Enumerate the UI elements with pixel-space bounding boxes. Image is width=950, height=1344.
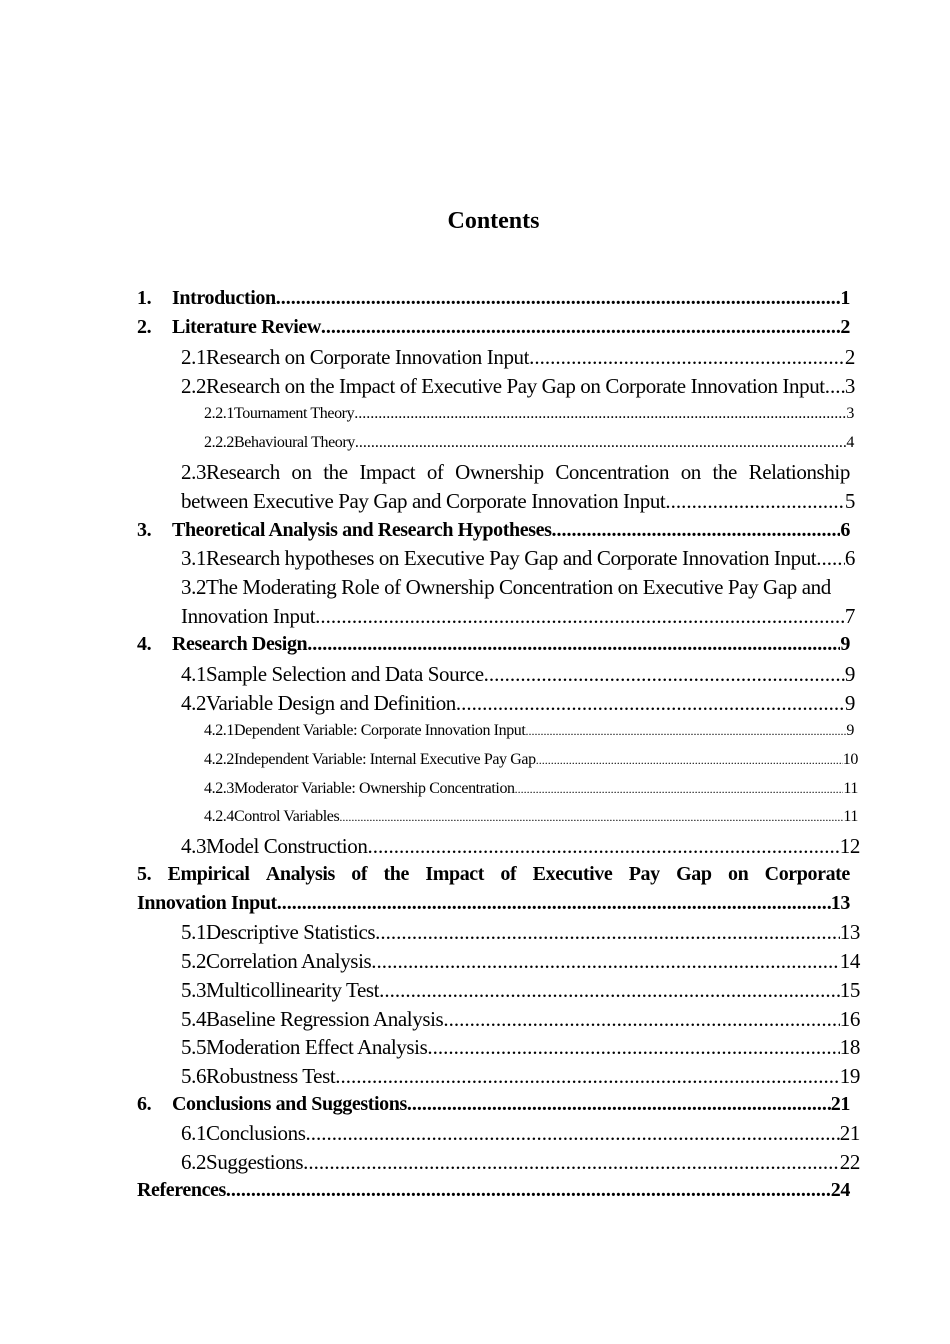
toc-entry-subsection[interactable] [204,780,858,798]
toc-entry-label: 2.2.1Tournament Theory [204,405,355,422]
toc-entry-subsection[interactable] [204,405,854,423]
dot-leader [321,316,841,339]
toc-entry-label: Innovation Input [137,892,277,914]
toc-entry-section[interactable] [181,834,860,859]
dot-leader [407,1093,831,1116]
toc-entry-chapter-4[interactable]: 4. Research Design ..... 9 [137,633,850,656]
dot-leader [303,1150,840,1175]
dot-leader [536,753,843,768]
toc-entry-label: Literature Review [172,316,321,338]
toc-entry-chapter-3[interactable]: 3. Theoretical Analysis and Research Hypotheses ..... 6 [137,519,850,542]
toc-page-number: 6 [844,546,855,570]
dot-leader [315,604,845,629]
toc-page-number: 22 [839,1150,860,1174]
toc-entry-label: 2.1Research on Corporate Innovation Input [181,345,530,369]
toc-entry-chapter-5-line1[interactable]: 5. Empirical Analysis of the Impact of Executive Pay Gap on Corporate [137,863,850,885]
toc-entry-section[interactable] [181,604,855,629]
toc-page-number: 15 [839,978,860,1002]
toc-page-number: 4 [846,434,854,451]
toc-entry-label: 4.2.4Control Variables [204,808,340,825]
dot-leader [354,405,846,423]
toc-entry-label: 6.1Conclusions [181,1121,306,1145]
toc-entry-label: Introduction [172,287,276,309]
toc-entry-chapter-2[interactable]: 2. Literature Review ..... 2 [137,316,850,339]
dot-leader [529,345,845,370]
toc-page-number: 11 [843,780,858,797]
dot-leader [427,1035,839,1060]
dot-leader [355,434,846,452]
page-title: Contents [447,208,540,234]
toc-entry-section[interactable] [181,1150,860,1175]
toc-page-number: 9 [844,691,855,715]
toc-entry-chapter-1[interactable]: 1. Introduction ..... 1 [137,287,850,310]
toc-page-number: 3 [846,405,854,422]
toc-entry-section[interactable] [181,662,855,687]
dot-leader [277,892,831,915]
dot-leader [443,1007,839,1032]
toc-entry-label: 4.3Model Construction [181,834,368,858]
toc-page-number: 3 [844,374,855,398]
toc-page-number: 12 [839,834,860,858]
toc-page-number: 10 [842,751,858,768]
toc-entry-label: 3.1Research hypotheses on Executive Pay Gap and Corporate Innovation Input [181,546,817,570]
toc-entry-label: 4.1Sample Selection and Data Source [181,662,484,686]
toc-entry-section[interactable] [181,920,860,945]
toc-entry-section[interactable] [181,1007,860,1032]
toc-entry-label: 6.2Suggestions [181,1150,304,1174]
toc-page-number: 21 [830,1093,850,1115]
toc-entry-section[interactable] [181,489,855,514]
toc-page-number: 2 [840,316,850,338]
toc-entry-label: 4.2.1Dependent Variable: Corporate Innovation Input [204,722,526,739]
toc-entry-subsection[interactable] [204,808,858,826]
dot-leader [456,691,845,716]
toc-entry-label: 5.3Multicollinearity Test [181,978,380,1002]
dot-leader [307,633,840,656]
toc-entry-label: 5.4Baseline Regression Analysis [181,1007,444,1031]
dot-leader [515,782,844,797]
toc-page-number: 21 [839,1121,860,1145]
dot-leader [665,489,845,514]
toc-entry-label: 2.2.2Behavioural Theory [204,434,355,451]
toc-entry-label: Innovation Input [181,604,316,628]
toc-page-number: 13 [839,920,860,944]
toc-entry-label: References [137,1179,226,1201]
toc-entry-section[interactable] [181,345,855,370]
toc-entry-subsection[interactable] [204,751,858,769]
toc-entry-section[interactable] [181,1035,860,1060]
toc-entry-section[interactable] [181,949,860,974]
toc-page-number: 24 [830,1179,850,1201]
toc-entry-label: Research Design [172,633,308,655]
toc-entry-section[interactable] [181,978,860,1003]
dot-leader [339,810,843,825]
toc-entry-label: 5.5Moderation Effect Analysis [181,1035,428,1059]
toc-page-number: 5 [844,489,855,513]
toc-entry-subsection[interactable] [204,722,854,740]
toc-page-number: 9 [840,633,850,655]
toc-entry-chapter-5[interactable] [137,892,850,915]
dot-leader [371,949,840,974]
toc-entry-label: 4.2.2Independent Variable: Internal Executive Pay Gap [204,751,536,768]
toc-entry-section[interactable] [181,546,855,571]
toc-entry-label: Conclusions and Suggestions [172,1093,407,1115]
toc-entry-label: Theoretical Analysis and Research Hypotheses [172,519,552,541]
toc-entry-subsection[interactable] [204,434,854,452]
dot-leader [816,546,845,571]
toc-page-number: 7 [844,604,855,628]
toc-entry-section[interactable] [181,691,855,716]
dot-leader [525,724,846,739]
toc-entry-label: 4.2.3Moderator Variable: Ownership Concentration [204,780,515,797]
dot-leader [276,287,841,310]
toc-page-number: 16 [839,1007,860,1031]
dot-leader [367,834,839,859]
dot-leader [551,519,840,542]
toc-entry-label: 5.6Robustness Test [181,1064,336,1088]
toc-page-number: 6 [840,519,850,541]
dot-leader [375,920,840,945]
toc-page-number: 9 [846,722,854,739]
dot-leader [825,374,845,399]
toc-entry-label: 4.2Variable Design and Definition [181,691,456,715]
toc-page-number: 14 [839,949,860,973]
toc-entry-section[interactable] [181,1121,860,1146]
toc-entry-section-line1[interactable]: 3.2The Moderating Role of Ownership Concentration on Executive Pay Gap and [181,575,831,599]
toc-page-number: 13 [830,892,850,914]
toc-entry-label: 2.2Research on the Impact of Executive Pay Gap on Corporate Innovation Input [181,374,825,398]
toc-page-number: 1 [840,287,850,309]
toc-entry-section[interactable] [181,374,855,399]
dot-leader [226,1179,831,1202]
toc-entry-label: 5.2Correlation Analysis [181,949,372,973]
toc-page-number: 2 [844,345,855,369]
toc-page-number: 9 [844,662,855,686]
dot-leader [379,978,840,1003]
toc-entry-section-line1[interactable]: 2.3Research on the Impact of Ownership Concentration on the Relationship [181,460,850,484]
dot-leader [306,1121,840,1146]
dot-leader [335,1064,840,1089]
toc-page-number: 19 [839,1064,860,1088]
toc-entry-label: between Executive Pay Gap and Corporate Innovation Input [181,489,666,513]
toc-entry-chapter-6[interactable]: 6. Conclusions and Suggestions ..... 21 [137,1093,850,1116]
toc-entry-section[interactable] [181,1064,860,1089]
toc-entry-label: 5.1Descriptive Statistics [181,920,376,944]
dot-leader [484,662,845,687]
toc-entry-references[interactable] [137,1179,850,1202]
toc-page-number: 11 [843,808,858,825]
toc-page-number: 18 [839,1035,860,1059]
